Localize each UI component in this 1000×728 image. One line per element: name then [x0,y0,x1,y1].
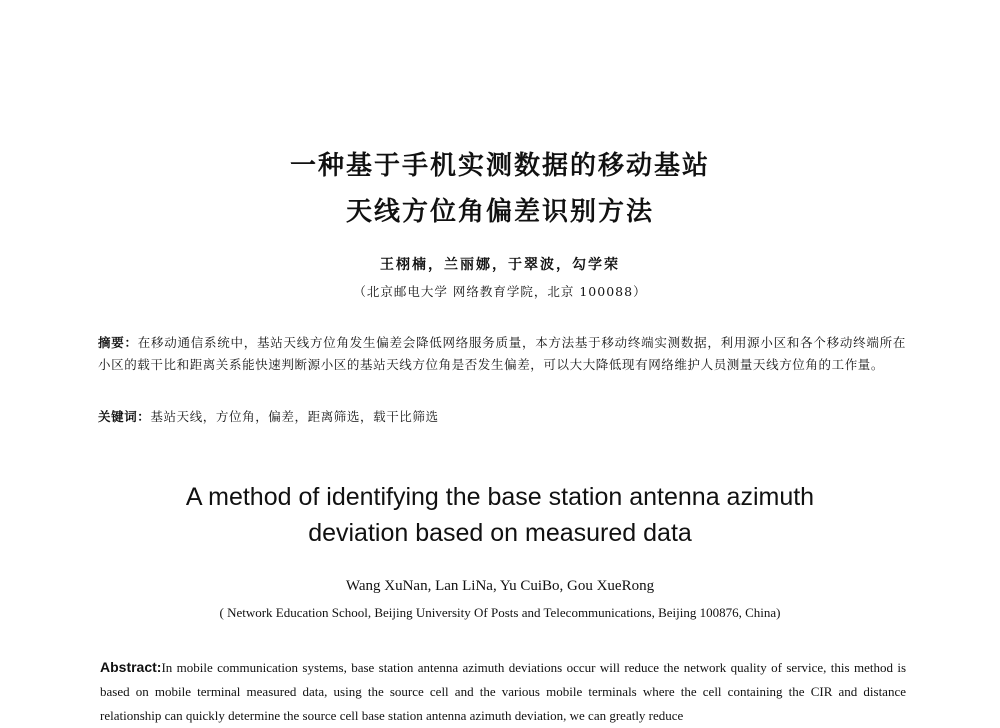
english-abstract [100,655,906,728]
chinese-abstract-label: 摘要： [98,335,138,350]
chinese-title-line-1: 一种基于手机实测数据的移动基站 [289,151,710,181]
english-abstract-text: In mobile communication systems, base station antenna azimuth deviations occur will reduce the network quality of service, this method is based on mobile terminal measured data, using the source cell and the various mobile terminals where the cell containing the CIR and distance relationship can quickly determine the source cell base station antenna azimuth deviation, we can greatly reduce [100,660,906,723]
chinese-authors: 王栩楠，兰丽娜，于翠波，勾学荣 [380,257,620,273]
chinese-title-line-2: 天线方位角偏差识别方法 [345,197,654,227]
chinese-keywords [98,406,906,428]
english-affiliation: ( Network Education School, Beijing University Of Posts and Telecommunications, Beijing 100876, China) [219,605,781,620]
english-title-line-1: A method of identifying the base station antenna azimuth [185,483,815,511]
english-abstract-label: Abstract: [100,659,162,675]
english-authors: Wang XuNan, Lan LiNa, Yu CuiBo, Gou XueRong [345,578,655,594]
chinese-abstract-text: 在移动通信系统中，基站天线方位角发生偏差会降低网络服务质量，本方法基于移动终端实测数据，利用源小区和各个移动终端所在小区的载干比和距离关系能快速判断源小区的基站天线方位角是否发生偏差，可以大大降低现有网络维护人员测量天线方位角的工作量。 [98,335,906,372]
chinese-abstract [98,332,906,376]
chinese-keywords-label: 关键词： [98,409,151,424]
english-title-line-2: deviation based on measured data [308,519,692,547]
chinese-affiliation: （北京邮电大学 网络教育学院，北京 100088） [353,284,647,299]
chinese-keywords-text: 基站天线，方位角，偏差，距离筛选，载干比筛选 [150,409,439,424]
